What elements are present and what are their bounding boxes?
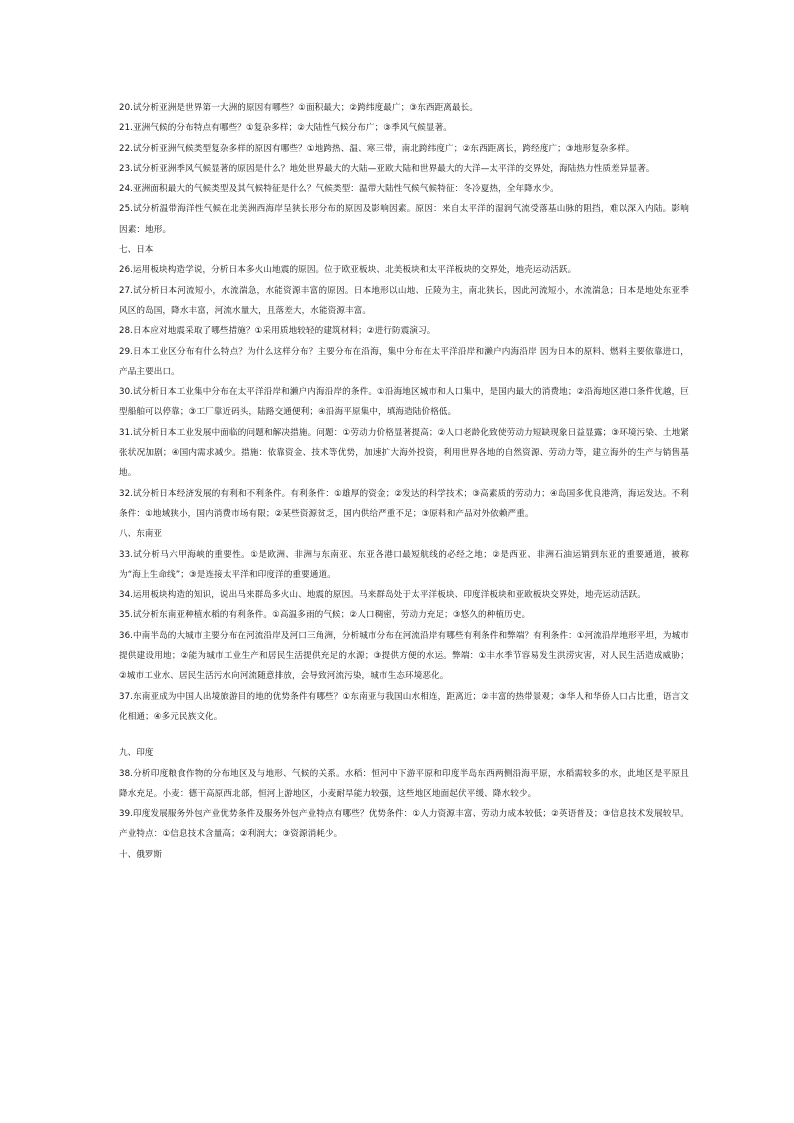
- question-paragraph: 33.试分析马六甲海峡的重要性。①是欧洲、非洲与东南亚、东亚各港口最短航线的必经之地；②是西亚、非洲石油运销到东亚的重要通道，被称为“海上生命线”；③是连接太平洋和印度洋的重要通道。: [119, 549, 689, 580]
- question-paragraph: 24.亚洲面积最大的气候类型及其气候特征是什么？气候类型：温带大陆性气候气候特征：冬冷夏热，全年降水少。: [119, 184, 559, 195]
- question-paragraph: 38.分析印度粮食作物的分布地区及与地形、气候的关系。水稻：恒河中下游平原和印度半岛东西两侧沿海平原，水稻需较多的水，此地区是平原且降水充足。小麦：德干高原西北部，恒河上游地区，小麦耐旱能力较强，这些地区地面起伏平缓、降水较少。: [119, 768, 689, 799]
- question-paragraph: 32.试分析日本经济发展的有利和不利条件。有利条件：①雄厚的资金；②发达的科学技术；③高素质的劳动力；④岛国多优良港湾，海运发达。不利条件：①地域狭小，国内消费市场有限；②某些资源贫乏，国内供给严重不足；③原料和产品对外依赖严重。: [119, 488, 689, 519]
- question-paragraph: 23.试分析亚洲季风气候显著的原因是什么？地处世界最大的大陆—亚欧大陆和世界最大的大洋—太平洋的交界处，海陆热力性质差异显著。: [119, 163, 655, 174]
- question-paragraph: 28.日本应对地震采取了哪些措施？①采用质地较轻的建筑材料；②进行防震演习。: [119, 326, 436, 337]
- document-body: [119, 98, 689, 865]
- question-paragraph: 31.试分析日本工业发展中面临的问题和解决措施。问题：①劳动力价格显著提高；②人口老龄化致使劳动力短缺现象日益显露；③环境污染、土地紧张状况加剧；④国内需求减少。措施：依靠资金、技术等优势，加速扩大海外投资，利用世界各地的自然资源、劳动力等，建立海外的生产与销售基地。: [119, 427, 689, 479]
- question-paragraph: 26.运用板块构造学说，分析日本多火山地震的原因。位于欧亚板块、北美板块和太平洋板块的交界处，地壳运动活跃。: [119, 265, 577, 276]
- question-paragraph: 29.日本工业区分布有什么特点？为什么这样分布？主要分布在沿海，集中分布在太平洋沿岸和濑户内海沿岸 因为日本的原料、燃料主要依靠进口，产品主要出口。: [119, 346, 689, 377]
- question-paragraph: 25.试分析温带海洋性气候在北美洲西海岸呈狭长形分布的原因及影响因素。原因：来自太平洋的湿润气流受落基山脉的阻挡，难以深入内陆。影响因素：地形。: [119, 204, 689, 235]
- question-paragraph: 39.印度发展服务外包产业优势条件及服务外包产业特点有哪些？优势条件：①人力资源丰富、劳动力成本较低；②英语普及；③信息技术发展较早。产业特点：①信息技术含量高；②利润大；③资源消耗少。: [119, 809, 689, 840]
- section-heading: 七、日本: [119, 245, 154, 256]
- section-heading: 十、俄罗斯: [119, 849, 162, 860]
- question-paragraph: 20.试分析亚洲是世界第一大洲的原因有哪些？①面积最大；②跨纬度最广；③东西距离最长。: [119, 103, 479, 113]
- question-paragraph: 34.运用板块构造的知识，说出马来群岛多火山、地震的原因。马来群岛处于太平洋板块、印度洋板块和亚欧板块交界处，地壳运动活跃。: [119, 590, 646, 601]
- question-paragraph: 21.亚洲气候的分布特点有哪些？①复杂多样；②大陆性气候分布广；③季风气候显著。: [119, 123, 452, 134]
- blank-line: [119, 727, 689, 743]
- question-paragraph: 27.试分析日本河流短小，水流湍急，水能资源丰富的原因。日本地形以山地、丘陵为主，南北狭长，因此河流短小，水流湍急；日本是地处东亚季风区的岛国，降水丰富，河流水量大，且落差大，水能资源丰富。: [119, 285, 689, 316]
- section-heading: 八、东南亚: [119, 529, 162, 540]
- question-paragraph: 37.东南亚成为中国人出境旅游目的地的优势条件有哪些？①东南亚与我国山水相连，距离近；②丰富的热带景观；③华人和华侨人口占比重，语言文化相通；④多元民族文化。: [119, 691, 689, 722]
- question-paragraph: 35.试分析东南亚种植水稻的有利条件。①高温多雨的气候；②人口稠密，劳动力充足；③悠久的种植历史。: [119, 610, 531, 621]
- section-heading: 九、印度: [119, 748, 154, 759]
- question-paragraph: 30.试分析日本工业集中分布在太平洋沿岸和濑户内海沿岸的条件。①沿海地区城市和人口集中，是国内最大的消费地；②沿海地区港口条件优越，巨型船舶可以停靠；③工厂靠近码头，陆路交通便利；④沿海平原集中，填海造陆价格低。: [119, 387, 689, 418]
- question-paragraph: 22.试分析亚洲气候类型复杂多样的原因有哪些？①地跨热、温、寒三带，南北跨纬度广；②东西距离长，跨经度广；③地形复杂多样。: [119, 143, 635, 154]
- question-paragraph: 36.中南半岛的大城市主要分布在河流沿岸及河口三角洲，分析城市分布在河流沿岸有哪些有利条件和弊端？有利条件：①河流沿岸地形平坦，为城市提供建设用地；②能为城市工业生产和居民生活提供充足的水源；③提供方便的水运。弊端：①丰水季节容易发生洪涝灾害，对人民生活造成威胁；②城市工业水、居民生活污水向河流随意排放，会导致河流污染，城市生态环境恶化。: [119, 630, 689, 682]
